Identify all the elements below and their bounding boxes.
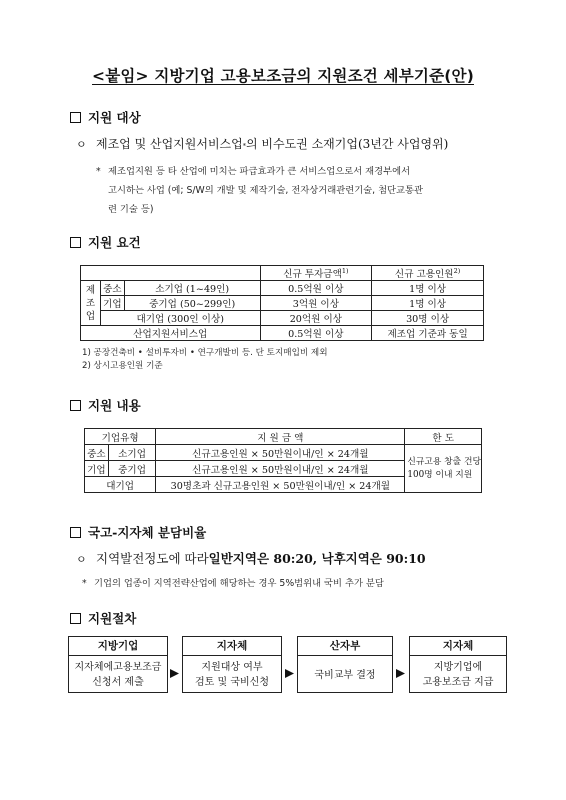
note-text: 고시하는 사업 (예; S/W의 개발 및 제작기술, 전자상거래관련기술, 첨단교통관 <box>108 185 423 196</box>
row-invest: 3억원 이상 <box>260 296 372 311</box>
flow-step-head: 지자체 <box>442 640 474 652</box>
target-bullet <box>76 135 448 152</box>
row-amount: 신규고용인원 × 50만원이내/인 × 24개월 <box>156 445 405 461</box>
flow-step-3 <box>297 636 393 693</box>
target-bullet-text: 제조업 및 산업지원서비스업 <box>96 137 243 151</box>
target-bullet-text-2: 의 비수도권 소재기업(3년간 사업영위) <box>245 137 449 151</box>
ratio-bullet-bold: 일반지역은 80:20, 낙후지역은 90:10 <box>208 551 426 566</box>
requirements-table <box>80 265 484 341</box>
row-label: 중기업 (50~299인) <box>124 296 260 311</box>
bullet-circle-icon: ㅇ <box>76 138 87 151</box>
flow-step-1 <box>68 636 168 693</box>
flow-step-body: 지방기업에 고용보조금 지급 <box>410 655 506 694</box>
table-row <box>85 445 482 461</box>
requirements-footnote-1: 1) 공장건축비 • 설비투자비 • 연구개발비 등. 단 토지매입비 제외 <box>82 348 328 358</box>
flow-step-head: 산자부 <box>329 640 361 652</box>
heading-text: 지원 요건 <box>88 235 141 250</box>
limit-cell: 신규고용 창출 건당 100명 이내 지원 <box>405 445 482 493</box>
ratio-note <box>82 575 384 589</box>
row-label: 대기업 (300인 이상) <box>100 311 260 326</box>
note-text: 제조업지원 등 타 산업에 미치는 파급효과가 큰 서비스업으로서 재경부에서 <box>108 166 411 177</box>
heading-text: 지원절차 <box>88 611 137 626</box>
flow-step-head: 지방기업 <box>97 640 139 652</box>
arrow-right-icon <box>170 669 179 678</box>
flow-step-2 <box>182 636 282 693</box>
row-label: 중기업 <box>108 461 155 477</box>
checkbox-square-icon <box>70 527 81 538</box>
checkbox-square-icon <box>70 112 81 123</box>
section-heading-target <box>70 108 141 126</box>
flow-step-head: 지자체 <box>216 640 248 652</box>
arrow-right-icon <box>285 669 294 678</box>
heading-text: 국고-지자체 분담비율 <box>88 525 207 540</box>
sub-label-sme-2: 기업 <box>100 296 124 311</box>
row-hire: 1명 이상 <box>372 281 484 296</box>
header-hire: 신규 고용인원$^{2)}$ <box>372 266 484 281</box>
row-amount: 30명초과 신규고용인원 × 50만원이내/인 × 24개월 <box>156 477 405 493</box>
requirements-footnote-2: 2) 상시고용인원 기준 <box>82 361 163 371</box>
asterisk-mark: * <box>96 166 101 177</box>
section-heading-requirements <box>70 233 141 251</box>
note-text: 련 기술 등) <box>108 204 154 215</box>
row-hire: 1명 이상 <box>372 296 484 311</box>
row-label: 소기업 <box>108 445 155 461</box>
flow-step-4 <box>409 636 507 693</box>
ratio-bullet-text: 지역발전정도에 따라 <box>96 551 209 566</box>
row-hire: 30명 이상 <box>372 311 484 326</box>
checkbox-square-icon <box>70 400 81 411</box>
title-text: <붙임> 지방기업 고용보조금의 지원조건 세부기준(안) <box>92 67 474 85</box>
flow-step-body: 지원대상 여부 검토 및 국비신청 <box>183 655 281 694</box>
table-row <box>81 296 484 311</box>
row-invest: 0.5억원 이상 <box>260 326 372 341</box>
row-label: 소기업 (1~49인) <box>124 281 260 296</box>
table-header-row <box>81 266 484 281</box>
section-heading-ratio <box>70 523 206 541</box>
note-text: 기업의 업종이 지역전략산업에 해당하는 경우 5%범위내 국비 추가 분담 <box>94 578 384 589</box>
heading-text: 지원 대상 <box>88 110 141 125</box>
flow-step-body: 지자체에고용보조금 신청서 제출 <box>69 655 167 694</box>
target-note-line-2 <box>108 182 423 196</box>
content-table <box>84 428 482 493</box>
header-invest: 신규 투자금액$^{1)}$ <box>260 266 372 281</box>
sub-label-sme-2: 기업 <box>85 461 109 477</box>
table-header-row <box>85 429 482 445</box>
section-heading-procedure <box>70 609 136 627</box>
bullet-circle-icon: ㅇ <box>76 553 87 566</box>
sub-label-sme-1: 중소 <box>100 281 124 296</box>
group-label-manufacturing: 제 조 업 <box>81 281 101 326</box>
row-label: 대기업 <box>85 477 156 493</box>
target-note-line-1 <box>96 163 410 177</box>
row-amount: 신규고용인원 × 50만원이내/인 × 24개월 <box>156 461 405 477</box>
header-amount: 지 원 금 액 <box>156 429 405 445</box>
target-sup-mark: * <box>242 142 246 150</box>
arrow-right-icon <box>396 669 405 678</box>
header-limit: 한 도 <box>405 429 482 445</box>
section-heading-content <box>70 396 141 414</box>
sub-label-sme-1: 중소 <box>85 445 109 461</box>
table-row <box>81 326 484 341</box>
heading-text: 지원 내용 <box>88 398 141 413</box>
row-hire: 제조업 기준과 동일 <box>372 326 484 341</box>
table-row <box>81 281 484 296</box>
header-type: 기업유형 <box>85 429 156 445</box>
checkbox-square-icon <box>70 237 81 248</box>
ratio-bullet <box>76 549 426 567</box>
document-title <box>0 64 566 86</box>
table-row <box>81 311 484 326</box>
target-note-line-3 <box>108 201 153 215</box>
header-blank-cell <box>81 266 261 281</box>
flow-step-body: 국비교부 결정 <box>298 655 392 694</box>
asterisk-mark: * <box>82 578 87 589</box>
checkbox-square-icon <box>70 613 81 624</box>
row-invest: 0.5억원 이상 <box>260 281 372 296</box>
row-label: 산업지원서비스업 <box>81 326 261 341</box>
row-invest: 20억원 이상 <box>260 311 372 326</box>
